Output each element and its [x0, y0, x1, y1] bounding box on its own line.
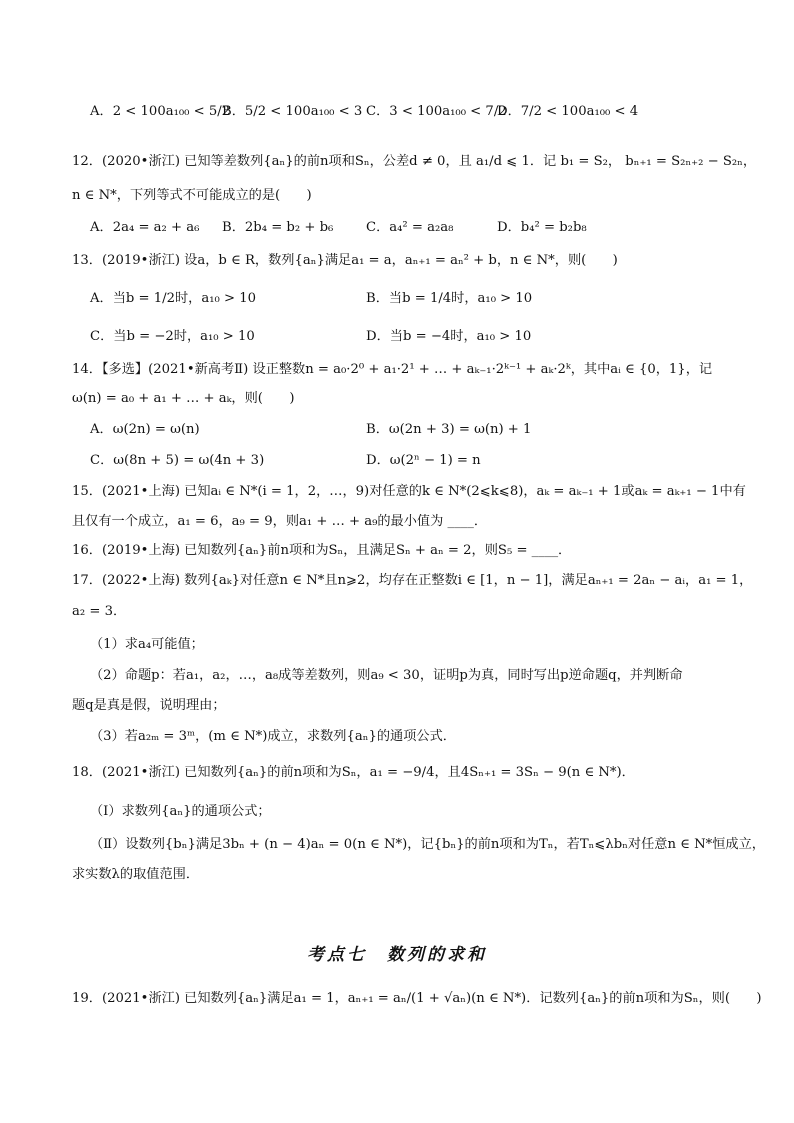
- q17-part1: （1）求a₄可能值；: [90, 637, 204, 652]
- q17-stem-line2: a₂ = 3．: [72, 604, 127, 619]
- section-heading: 考点七 数列的求和: [307, 945, 487, 965]
- q18-part1: （Ⅰ）求数列{aₙ}的通项公式；: [90, 804, 271, 819]
- q12-option-c: C．a₄² = a₂a₈: [366, 220, 454, 235]
- q18-stem: 18．(2021•浙江) 已知数列{aₙ}的前n项和为Sₙ，a₁ = −9/4，且4Sₙ₊₁ = 3Sₙ − 9(n ∈ N*)．: [72, 765, 635, 780]
- q14-option-a: A．ω(2n) = ω(n): [90, 422, 200, 437]
- q19-stem: 19．(2021•浙江) 已知数列{aₙ}满足a₁ = 1，aₙ₊₁ = aₙ/(1 + √aₙ)(n ∈ N*)．记数列{aₙ}的前n项和为Sₙ，则( ): [72, 991, 762, 1006]
- q16-stem: 16．(2019•上海) 已知数列{aₙ}前n项和为Sₙ，且满足Sₙ + aₙ = 2，则S₅ = ____．: [72, 543, 572, 558]
- q14-option-b: B．ω(2n + 3) = ω(n) + 1: [366, 422, 532, 437]
- q15-stem-line1: 15．(2021•上海) 已知aᵢ ∈ N*(i = 1，2，…，9)对任意的k ∈ N*(2⩽k⩽8)，aₖ = aₖ₋₁ + 1或aₖ = aₖ₊₁ − 1中有: [72, 484, 746, 499]
- q12-option-d: D．b₄² = b₂b₈: [497, 220, 587, 235]
- q11-option-d: D．7/2 < 100a₁₀₀ < 4: [497, 104, 639, 119]
- q13-option-d: D．当b = −4时，a₁₀ > 10: [366, 329, 532, 344]
- q13-stem: 13．(2019•浙江) 设a，b ∈ R，数列{aₙ}满足a₁ = a，aₙ₊₁ = aₙ² + b，n ∈ N*，则( ): [72, 253, 618, 268]
- q11-option-c: C．3 < 100a₁₀₀ < 7/2: [366, 104, 507, 119]
- q12-stem-line2: n ∈ N*，下列等式不可能成立的是( ): [72, 188, 312, 203]
- q14-stem-line2: ω(n) = a₀ + a₁ + … + aₖ，则( ): [72, 391, 295, 406]
- q13-option-c: C．当b = −2时，a₁₀ > 10: [90, 329, 255, 344]
- q14-option-d: D．ω(2ⁿ − 1) = n: [366, 453, 481, 468]
- q14-option-c: C．ω(8n + 5) = ω(4n + 3): [90, 453, 265, 468]
- q17-stem-line1: 17．(2022•上海) 数列{aₖ}对任意n ∈ N*且n⩾2，均存在正整数i ∈ [1，n − 1]，满足aₙ₊₁ = 2aₙ − aᵢ，a₁ = 1，: [72, 573, 753, 588]
- q12-option-a: A．2a₄ = a₂ + a₆: [90, 220, 200, 235]
- q13-option-b: B．当b = 1/4时，a₁₀ > 10: [366, 291, 533, 306]
- q17-part2-line1: （2）命题p：若a₁，a₂，…，a₈成等差数列，则a₉ < 30，证明p为真，同时写出p逆命题q，并判断命: [90, 668, 683, 683]
- q11-option-a: A．2 < 100a₁₀₀ < 5/2: [90, 104, 231, 119]
- q13-option-a: A．当b = 1/2时，a₁₀ > 10: [90, 291, 257, 306]
- q14-stem-line1: 14．【多选】(2021•新高考Ⅱ) 设正整数n = a₀·2⁰ + a₁·2¹ + … + aₖ₋₁·2ᵏ⁻¹ + aₖ·2ᵏ，其中aᵢ ∈ {0，1}，记: [72, 362, 713, 377]
- q17-part2-line2: 题q是真是假，说明理由；: [72, 698, 226, 713]
- q11-option-b: B．5/2 < 100a₁₀₀ < 3: [222, 104, 363, 119]
- q17-part3: （3）若a₂ₘ = 3ᵐ，(m ∈ N*)成立，求数列{aₙ}的通项公式．: [90, 729, 456, 744]
- q12-stem-line1: 12．(2020•浙江) 已知等差数列{aₙ}的前n项和Sₙ，公差d ≠ 0，且 a₁/d ⩽ 1．记 b₁ = S₂， bₙ₊₁ = S₂ₙ₊₂ − S₂ₙ，: [72, 154, 757, 169]
- q12-option-b: B．2b₄ = b₂ + b₆: [222, 220, 334, 235]
- q18-part2-line1: （Ⅱ）设数列{bₙ}满足3bₙ + (n − 4)aₙ = 0(n ∈ N*)，记{bₙ}的前n项和为Tₙ，若Tₙ⩽λbₙ对任意n ∈ N*恒成立，: [90, 837, 765, 852]
- q18-part2-line2: 求实数λ的取值范围．: [72, 867, 200, 882]
- q15-stem-line2: 且仅有一个成立，a₁ = 6，a₉ = 9，则a₁ + … + a₉的最小值为 ____．: [72, 514, 488, 529]
